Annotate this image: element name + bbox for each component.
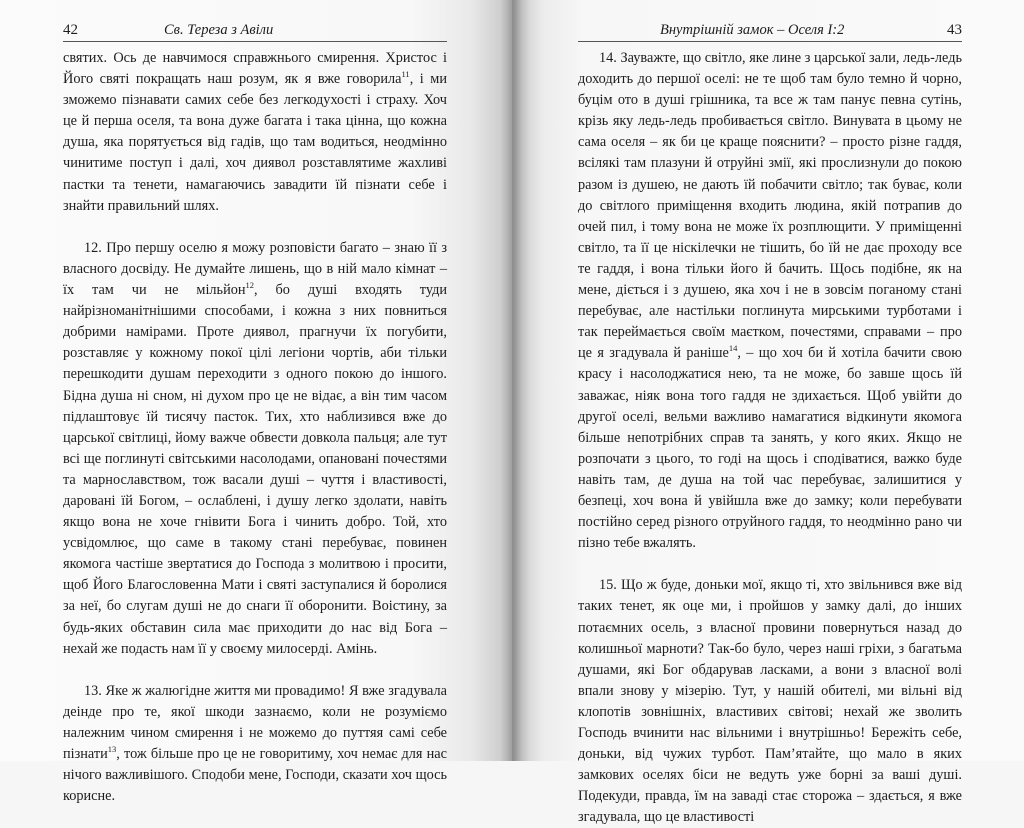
paragraph (63, 681, 447, 808)
page-number: 43 (947, 22, 962, 38)
footnote-ref: 11 (401, 69, 410, 80)
running-header: Внутрішній замок – Оселя І:2 (660, 22, 845, 38)
left-page-body (63, 48, 447, 807)
footnote-ref: 12 (245, 280, 255, 291)
paragraph-text: 13. Яке ж жалюгідне життя ми провадимо! Я вже згадувала деінде про те, якої шкоди зазнаємо, коли не розуміємо належним чином смирення і не можемо до путтяя самі себе пізнати (63, 682, 447, 763)
paragraph-text: , і ми зможемо пізнавати самих себе без легкодухості і страху. Хоч це й перша оселя, та вона дуже багата і така цінна, що кожна душа, яка порятується від гадів, що там водиться, неодмінно чинитиме поступ і далі, хоч диявол розставлятиме жахливі пастки та тенети, намагаючись завадити їй пізнати себе і знайти правильний шлях. (63, 71, 447, 214)
paragraph-text: , – що хоч би й хотіла бачити свою красу і насолоджатися нею, та не може, бо завше щось їй заважає, ніяк вона того гаддя не здихається. Щоб увійти до другої оселі, вельми важливо намагатися відкинути якомога більше непотрібних справ та занять, у кого яких. Якщо не розпочати з цього, то годі на щось і сподіватися, важко буде навіть там, де душа на той час перебуває, залишитися у безпеці, хоч вона й увійшла вже до замку; коли перебувати постійно серед різного отруйного гаддя, то неодмінно рано чи пізно тебе вжалять. (578, 345, 962, 552)
paragraph (63, 48, 447, 217)
right-page (512, 0, 1024, 826)
paragraph (578, 575, 962, 828)
paragraph-text: 12. Про першу оселю я можу розповісти багато – знаю її з власного досвіду. Не думайте лишень, що в ній мало кімнат – їх там чи не мільйон (63, 239, 447, 299)
header-rule (578, 41, 962, 42)
footnote-ref: 13 (107, 744, 117, 755)
right-page-body (578, 48, 962, 828)
left-page (0, 0, 512, 805)
paragraph-text: святих. Ось де навчимося справжнього смирення. Христос і Його святі покращать наш розум, як я вже говорила (63, 50, 447, 88)
right-page-header (578, 22, 962, 40)
footnote-ref: 14 (728, 343, 738, 354)
page-number: 42 (63, 22, 78, 38)
paragraph-text: 15. Що ж буде, доньки мої, якщо ті, хто звільнився вже від таких тенет, як оце ми, і пройшов у замку далі, до інших потаємних осель, з власної провини повернуться назад до колишньої марноти? Так-бо було, через наші гріхи, з багатьма душами, які Бог обдарував ласками, а вони з власної волі впали знову у мізерію. Тут, у нашій обителі, ми вільні від клопотів зовнішніх, властивих світові; нехай же зволить Господь вчинити нас вільними і внутрішньо! Бережіть себе, доньки, від чужих турбот. Пам’ятайте, що мало в яких замкових оселях біси не ведуть уже борні за ваші душі. Подекуди, правда, їм на заваді стає сторожа – здається, я вже згадувала, що це властивості (578, 577, 962, 826)
book-gutter-shadow (500, 0, 530, 761)
paragraph (63, 238, 447, 660)
paragraph (578, 48, 962, 554)
left-page-header (63, 22, 447, 40)
paragraph-text: , бо душі входять туди найрізноманітнішими способами, і кожна з них повниться добрими намірами. Проте диявол, прагнучи їх погубити, розставляє у кожному покої цілі легіони чортів, аби тільки перешкодити душам переходити з одного покою до іншого. Бідна душа ні сном, ні духом про це не відає, а він тим часом підлаштовує їй тисячу пасток. Тих, хто наблизився вже до царської світлиці, йому важче обвести довкола пальця; але тут всі ще поглинуті світськими насолодами, опановані почестями та марнославством, тож васали душі – чуття і властивості, даровані їй Богом, – ослаблені, і душу легко здолати, навіть якщо вона не хоче гнівити Бога і чинить добро. Той, хто усвідомлює, що саме в такому стані перебуває, повинен якомога частіше звертатися до Господа з молитвою і просити, щоб Його Благословенна Мати і святі заступалися й боролися за неї, бо слугам душі не до снаги її оборонити. Воістину, за будь-яких обставин сила має приходити до нас від Бога – нехай же подасть нам її у своєму милосерді. Амінь. (63, 282, 447, 657)
paragraph-text: 14. Зауважте, що світло, яке лине з царської зали, ледь-ледь доходить до першої оселі: не те щоб там було темно й чорно, буцім ото в душі грішника, та все ж там панує певна сутінь, крізь яку ледь-ледь пробивається світло. Винувата в цьому не сама оселя – як би це краще пояснити? – просто різне гаддя, всілякі там плазуни й отруйні змії, які прослизнули до покою разом із душею, не дають їй побачити світло; так буває, коли до світлого приміщення входить людина, якій потрапив до очей пил, і тому вона не може їх розплющити. У приміщенні світло, та її це ніскілечки не тішить, бо їй не дає проходу все те гаддя, і вона тільки його й бачить. Щось подібне, як на мене, діється і з душею, яка хоч і не в зовсім поганому стані перебуває, але настільки поглинута мирськими турботами і так переймається своїм маєтком, почестями, справами – про це я згадувала й раніше (578, 50, 962, 362)
paragraph-text: , тож більше про це не говоритиму, хоч немає для нас нічого важливішого. Сподоби мене, Господи, сказати хоч щось корисне. (63, 746, 447, 805)
header-rule (63, 41, 447, 42)
running-header: Св. Тереза з Авіли (164, 22, 274, 38)
